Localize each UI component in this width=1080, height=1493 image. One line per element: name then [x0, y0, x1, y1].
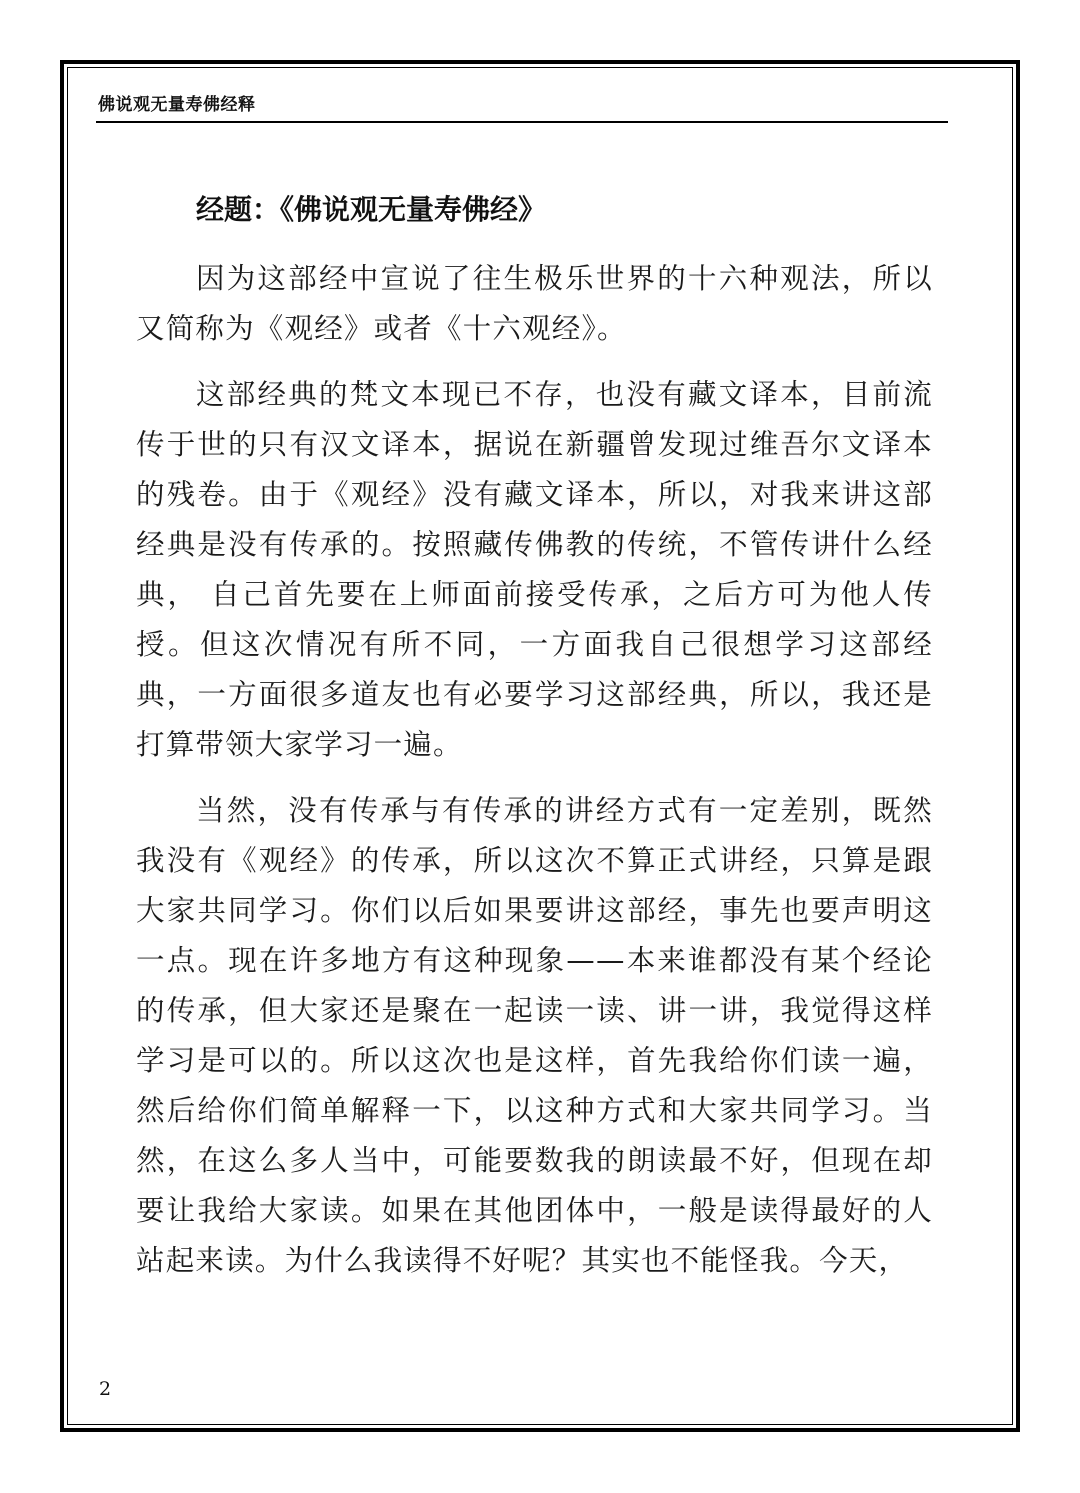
paragraph-3: 当然，没有传承与有传承的讲经方式有一定差别，既然我没有《观经》的传承，所以这次不算正式讲经，只算是跟大家共同学习。你们以后如果要讲这部经，事先也要声明这一点。现在许多地方有这种现象——本来谁都没有某个经论的传承，但大家还是聚在一起读一读、讲一讲，我觉得这样学习是可以的。所以这次也是这样，首先我给你们读一遍，然后给你们简单解释一下，以这种方式和大家共同学习。当然，在这么多人当中，可能要数我的朗读最不好，但现在却要让我给大家读。如果在其他团体中，一般是读得最好的人站起来读。为什么我读得不好呢？其实也不能怪我。今天，	[136, 794, 933, 1277]
paragraph-2: 这部经典的梵文本现已不存，也没有藏文译本，目前流传于世的只有汉文译本，据说在新疆曾发现过维吾尔文译本的残卷。由于《观经》没有藏文译本，所以，对我来讲这部经典是没有传承的。按照藏传佛教的传统，不管传讲什么经典， 自己首先要在上师面前接受传承，之后方可为他人传授。但这次情况有所不同，一方面我自己很想学习这部经典，一方面很多道友也有必要学习这部经典，所以，我还是打算带领大家学习一遍。	[136, 378, 933, 761]
header-divider	[96, 121, 948, 123]
page-body	[136, 188, 933, 1286]
section-title: 经题：《佛说观无量寿佛经》	[196, 193, 547, 226]
page-number: 2	[99, 1378, 112, 1400]
paragraph-1: 因为这部经中宣说了往生极乐世界的十六种观法，所以又简称为《观经》或者《十六观经》。	[136, 262, 933, 345]
running-header-title: 佛说观无量寿佛经释	[98, 95, 256, 115]
